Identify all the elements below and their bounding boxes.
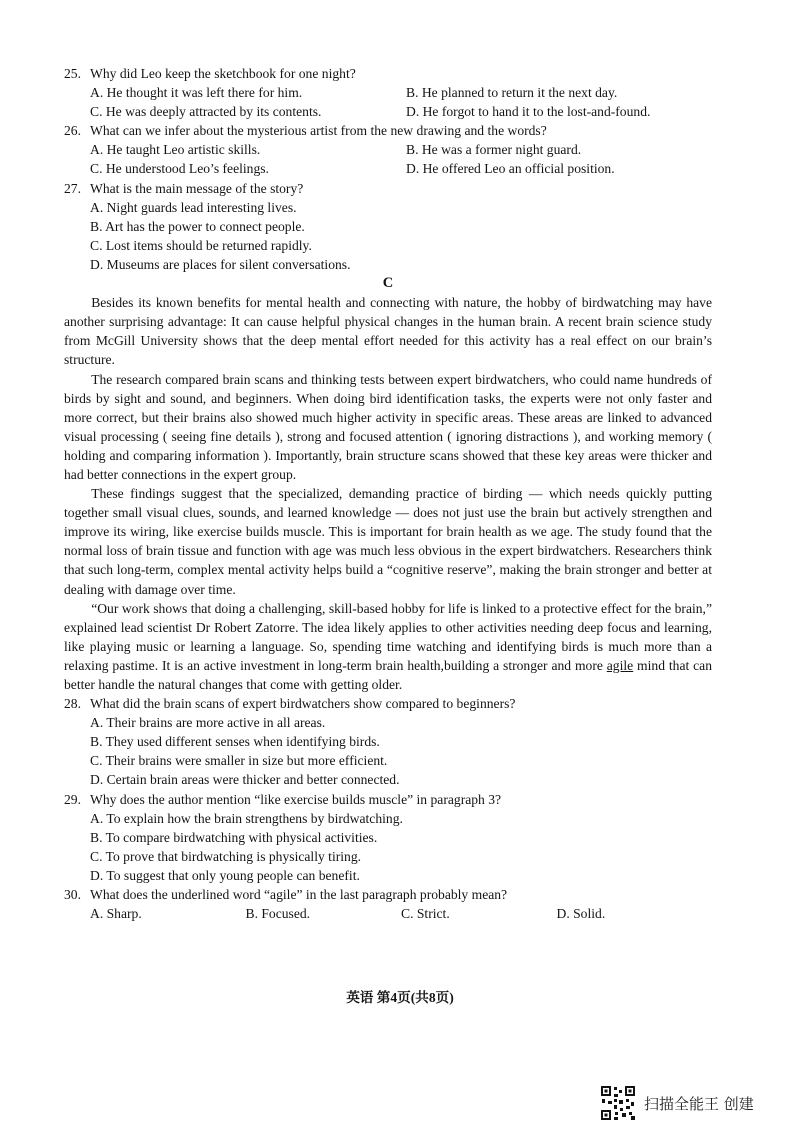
answer-option: C. He was deeply attracted by its contents.	[90, 104, 322, 120]
answer-option: D. To suggest that only young people can benefit.	[90, 867, 360, 883]
question-text: Why did Leo keep the sketchbook for one night?	[90, 66, 356, 81]
question-stem	[64, 790, 712, 809]
answer-option: A. Their brains are more active in all areas.	[90, 715, 326, 731]
answer-option: A. He taught Leo artistic skills.	[90, 142, 261, 158]
question-text: What can we infer about the mysterious artist from the new drawing and the words?	[90, 123, 547, 139]
answer-option: D. Certain brain areas were thicker and better connected.	[90, 772, 400, 788]
answer-option: A. Night guards lead interesting lives.	[90, 199, 297, 215]
questions-bottom	[64, 694, 712, 923]
question-28	[64, 694, 712, 789]
question-number: 29.	[64, 791, 81, 807]
passage-paragraph-1: Besides its known benefits for mental health and connecting with nature, the hobby of birdwatching may have another surprising advantage: It can cause helpful physical changes in the human brain. A recent brain science study from McGill University shows that the deep mental effort needed for this activity has a real effect on our brain’s structure.	[64, 295, 712, 368]
question-stem	[64, 121, 712, 140]
question-text: Why does the author mention “like exercise builds muscle” in paragraph 3?	[90, 791, 502, 807]
answer-option: D. He forgot to hand it to the lost-and-found.	[406, 104, 651, 120]
question-26	[64, 121, 712, 178]
question-number: 30.	[64, 887, 81, 903]
answer-option: A. To explain how the brain strengthens by birdwatching.	[90, 810, 403, 826]
question-29	[64, 790, 712, 885]
question-number: 26.	[64, 123, 81, 139]
underlined-word: agile	[606, 657, 634, 673]
answer-option: B. Art has the power to connect people.	[90, 218, 305, 234]
question-number: 27.	[64, 180, 81, 196]
qr-code-icon	[600, 1085, 636, 1121]
question-text: What did the brain scans of expert birdwatchers show compared to beginners?	[90, 696, 516, 712]
question-stem	[64, 694, 712, 713]
passage-paragraph-2: The research compared brain scans and thinking tests between expert birdwatchers, who could name hundreds of birds by sight and sound, and beginners. When doing bird identification tasks, the experts were not only faster and more correct, but their brains also showed much higher activity in specific areas. These areas are linked to advanced visual processing ( seeing fine details ), strong and focused attention ( ignoring distractions ), and working memory ( holding and comparing information ). Importantly, brain structure scans showed that these key areas were thicker and had better connections in the expert group.	[64, 371, 712, 482]
answer-option: D. Solid.	[556, 906, 606, 922]
scanner-watermark	[600, 1085, 754, 1121]
question-stem	[64, 64, 712, 83]
answer-option: B. They used different senses when identifying birds.	[90, 734, 380, 750]
answer-option: C. He understood Leo’s feelings.	[90, 161, 269, 177]
section-title: C	[382, 275, 394, 292]
answer-option: C. To prove that birdwatching is physically tiring.	[90, 848, 362, 864]
answer-option: C. Lost items should be returned rapidly.	[90, 237, 312, 253]
answer-option: B. Focused.	[245, 906, 311, 922]
answer-option: D. He offered Leo an official position.	[406, 161, 615, 177]
question-27	[64, 179, 712, 274]
question-stem	[64, 885, 712, 904]
answer-option: B. He was a former night guard.	[406, 142, 582, 158]
question-text: What does the underlined word “agile” in the last paragraph probably mean?	[90, 887, 508, 903]
question-25	[64, 64, 712, 121]
passage	[64, 293, 712, 599]
exam-page	[64, 64, 712, 923]
question-stem	[64, 179, 712, 198]
answer-option: C. Strict.	[401, 906, 450, 922]
passage-paragraph-3: These findings suggest that the specialized, demanding practice of birding — which needs quickly putting together small visual clues, sounds, and learned knowledge — does not just use the brain but actively strengthen and improve its wiring, like exercise builds muscle. This is important for brain health as we age. The study found that the normal loss of brain tissue and function with age was much less obvious in the expert birdwatchers. Researchers think that such long-term, complex mental activity helps build a “cognitive reserve”, making the brain stronger and better at dealing with damage over time.	[64, 486, 712, 597]
question-text: What is the main message of the story?	[90, 180, 304, 196]
question-30	[64, 885, 712, 923]
answer-option: A. He thought it was left there for him.	[90, 85, 303, 101]
answer-option: D. Museums are places for silent conversations.	[90, 256, 351, 272]
questions-top	[64, 64, 712, 274]
answer-option: B. He planned to return it the next day.	[406, 85, 618, 101]
passage-paragraph-4: “Our work shows that doing a challenging, skill-based hobby for life is linked to a protective effect for the brain,” explained lead scientist Dr Robert Zatorre. The idea likely applies to other activities needing deep focus and learning, like playing music or learning a language. So, spending time watching and identifying birds is much more than a relaxing pastime. It is an active investment in long-term brain health,building a stronger and more agile mind that can better handle the natural changes that come with getting older.	[64, 600, 712, 692]
page-footer: 英语 第4页(共8页)	[346, 990, 454, 1005]
answer-option: B. To compare birdwatching with physical activities.	[90, 829, 378, 845]
question-number: 28.	[64, 696, 81, 712]
watermark-text: 扫描全能王 创建	[644, 1094, 754, 1113]
question-number: 25.	[64, 66, 81, 81]
answer-option: C. Their brains were smaller in size but more efficient.	[90, 753, 388, 769]
answer-option: A. Sharp.	[90, 906, 142, 922]
